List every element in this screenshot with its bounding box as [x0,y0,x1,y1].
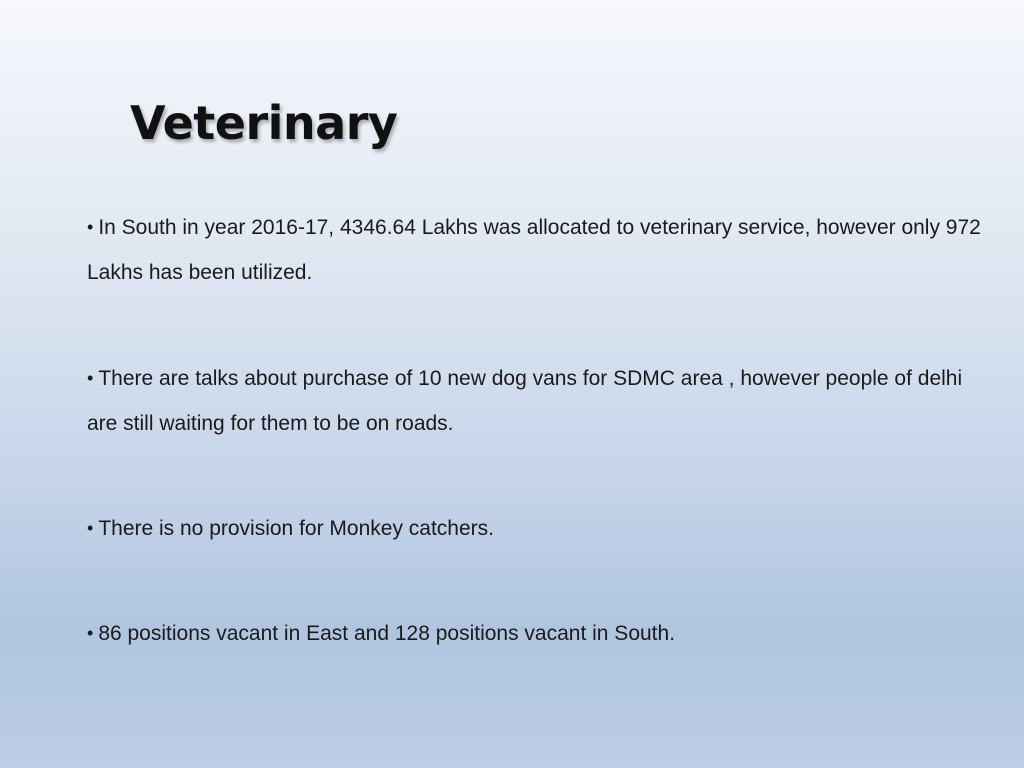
bullet-dot-icon: • [87,518,94,538]
bullet-dot-icon: • [87,217,94,237]
bullet-dot-icon: • [87,623,94,643]
bullet-text: There are talks about purchase of 10 new dog vans for SDMC area , however people of delhi are still waiting for them to be on roads. [87,367,963,435]
bullet-text: There is no provision for Monkey catchers. [98,517,494,540]
bullet-text: In South in year 2016-17, 4346.64 Lakhs was allocated to veterinary service, however only 972 Lakhs has been utilized. [87,216,981,284]
bullet-item [87,506,987,551]
bullet-item [87,611,987,656]
slide-title: Veterinary [130,96,398,150]
bullet-item [87,205,987,295]
bullet-item [87,356,987,446]
bullet-text: 86 positions vacant in East and 128 positions vacant in South. [98,622,676,645]
bullet-dot-icon: • [87,368,94,388]
